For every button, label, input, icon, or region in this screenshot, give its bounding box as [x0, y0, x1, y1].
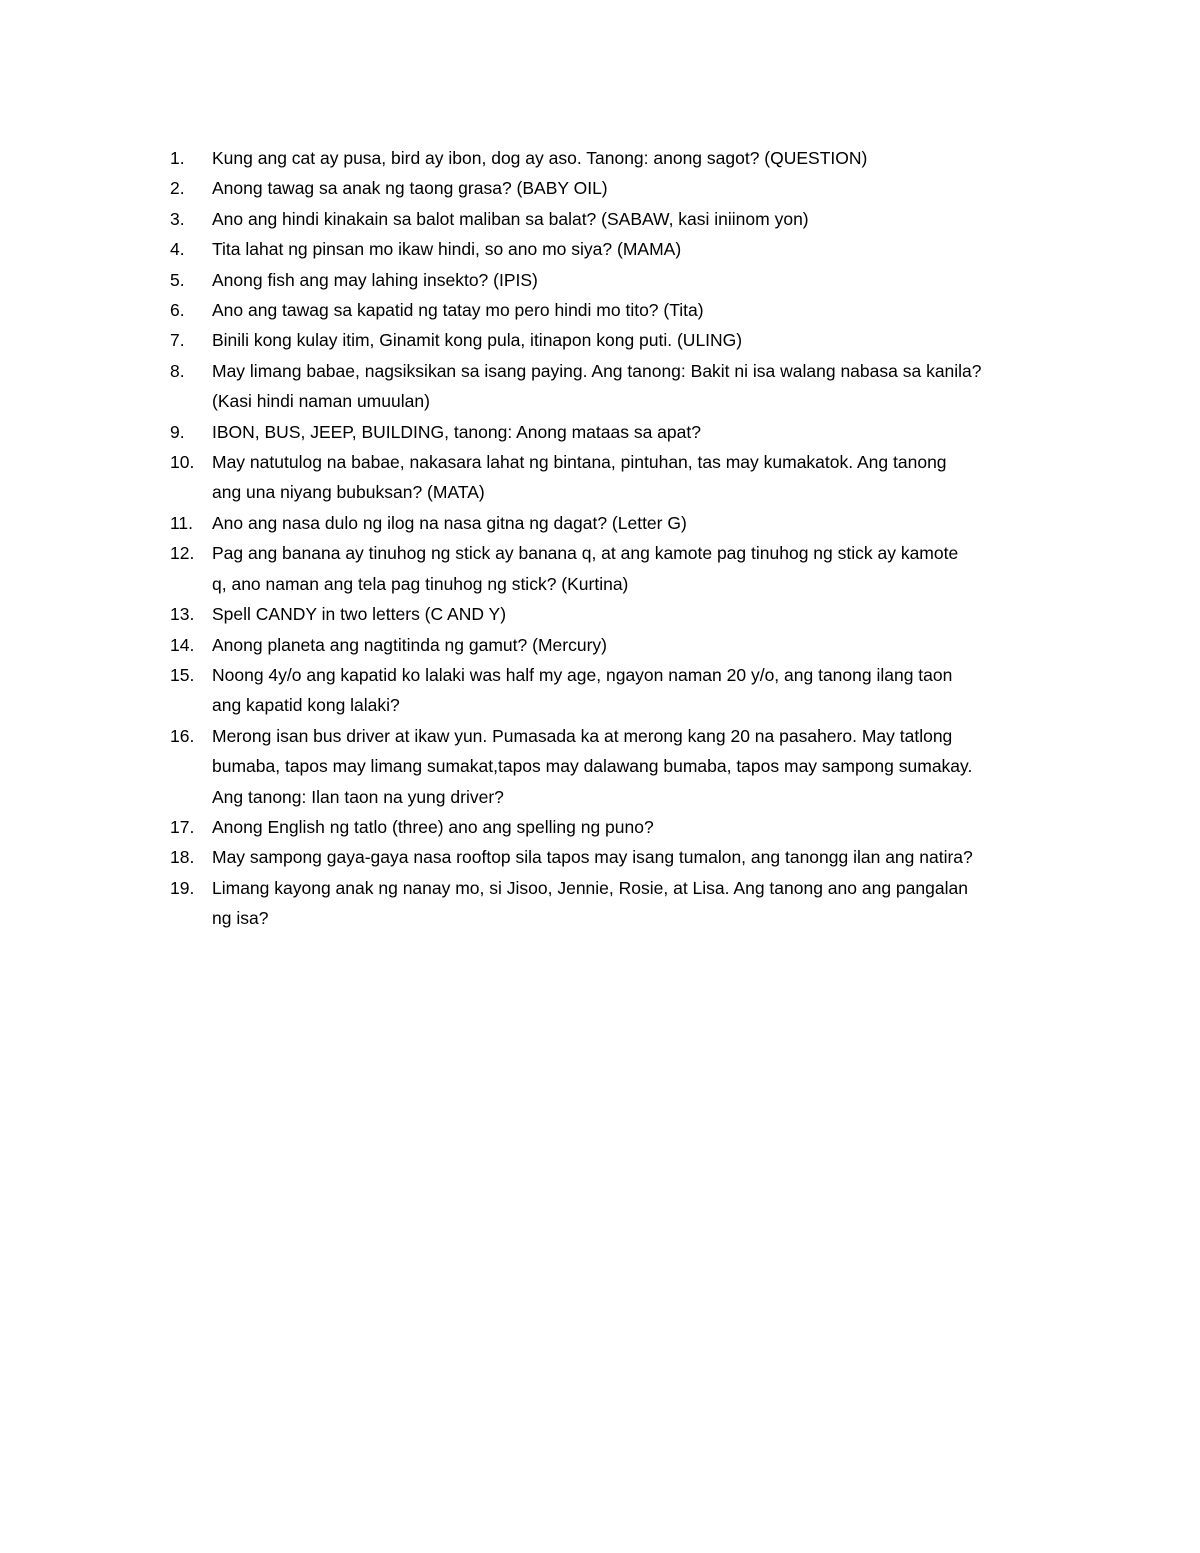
list-item-text: Noong 4y/o ang kapatid ko lalaki was half my age, ngayon naman 20 y/o, ang tanong ilang taon ang kapatid kong lalaki? — [212, 664, 953, 716]
list-item — [170, 812, 1070, 842]
list-item-text: Merong isan bus driver at ikaw yun. Pumasada ka at merong kang 20 na pasahero. May tatlong bumaba, tapos may limang sumakat,tapos may dalawang bumaba, tapos may sampong sumakay. Ang tanong: Ilan taon na yung driver? — [212, 725, 973, 807]
list-item-text: Ano ang hindi kinakain sa balot maliban sa balat? (SABAW, kasi iniinom yon) — [212, 208, 809, 229]
list-item-number: 17. — [170, 816, 195, 837]
list-item — [170, 538, 1070, 599]
list-item — [170, 325, 1070, 355]
list-item-text: Tita lahat ng pinsan mo ikaw hindi, so ano mo siya? (MAMA) — [212, 239, 682, 260]
list-item — [170, 295, 1070, 325]
list-item-text: Ano ang tawag sa kapatid ng tatay mo pero hindi mo tito? (Tita) — [212, 300, 704, 321]
list-item-text: May natutulog na babae, nakasara lahat ng bintana, pintuhan, tas may kumakatok. Ang tanong ang una niyang bubuksan? (MATA) — [212, 452, 947, 503]
list-item-text: Pag ang banana ay tinuhog ng stick ay banana q, at ang kamote pag tinuhog ng stick ay kamote q, ano naman ang tela pag tinuhog ng stick? (Kurtina) — [212, 543, 959, 594]
list-item-number: 14. — [170, 634, 195, 655]
list-item-text: Kung ang cat ay pusa, bird ay ibon, dog ay aso. Tanong: anong sagot? (QUESTION) — [212, 148, 868, 168]
list-item — [170, 356, 1070, 417]
list-item — [170, 173, 1070, 203]
list-item — [170, 660, 1070, 721]
list-item-number: 3. — [170, 208, 185, 229]
list-item-text: Limang kayong anak ng nanay mo, si Jisoo, Jennie, Rosie, at Lisa. Ang tanong ano ang pangalan ng isa? — [212, 877, 968, 929]
list-item — [170, 417, 1070, 447]
list-item — [170, 630, 1070, 660]
list-item-text: Spell CANDY in two letters (C AND Y) — [212, 604, 507, 625]
list-item-text: Anong tawag sa anak ng taong grasa? (BABY OIL) — [212, 178, 608, 199]
list-item-number: 18. — [170, 847, 195, 868]
list-item-text: Ano ang nasa dulo ng ilog na nasa gitna ng dagat? (Letter G) — [212, 512, 687, 533]
list-item-number: 16. — [170, 725, 195, 746]
list-item-number: 4. — [170, 239, 185, 260]
list-item-number: 1. — [170, 148, 185, 168]
list-item — [170, 143, 1070, 173]
list-item — [170, 447, 1070, 508]
list-item — [170, 873, 1070, 934]
list-item-number: 19. — [170, 877, 195, 898]
list-item-number: 15. — [170, 664, 195, 685]
list-item-text: May limang babae, nagsiksikan sa isang paying. Ang tanong: Bakit ni isa walang nabasa sa kanila? (Kasi hindi naman umuulan) — [212, 360, 982, 412]
list-item-number: 8. — [170, 360, 185, 381]
list-item — [170, 508, 1070, 538]
list-item-number: 5. — [170, 269, 185, 290]
list-item-text: May sampong gaya-gaya nasa rooftop sila tapos may isang tumalon, ang tanongg ilan ang natira? — [212, 847, 973, 868]
list-item-text: Anong fish ang may lahing insekto? (IPIS) — [212, 269, 538, 290]
list-item — [170, 842, 1070, 872]
list-item-number: 9. — [170, 421, 185, 442]
list-item-number: 12. — [170, 543, 195, 564]
list-item-text: Anong English ng tatlo (three) ano ang spelling ng puno? — [212, 816, 654, 837]
list-item-text: Anong planeta ang nagtitinda ng gamut? (Mercury) — [212, 634, 607, 655]
list-item — [170, 721, 1070, 812]
list-item-number: 11. — [170, 512, 194, 533]
list-item-number: 6. — [170, 300, 185, 321]
list-item-number: 2. — [170, 178, 185, 199]
list-item-text: Binili kong kulay itim, Ginamit kong pula, itinapon kong puti. (ULING) — [212, 330, 743, 351]
list-item — [170, 204, 1070, 234]
list-item — [170, 265, 1070, 295]
list-item-number: 7. — [170, 330, 185, 351]
list-item-text: IBON, BUS, JEEP, BUILDING, tanong: Anong mataas sa apat? — [212, 421, 701, 442]
list-item — [170, 599, 1070, 629]
list-item — [170, 234, 1070, 264]
list-item-number: 13. — [170, 604, 195, 625]
riddle-list — [170, 143, 1070, 934]
list-item-number: 10. — [170, 452, 195, 473]
